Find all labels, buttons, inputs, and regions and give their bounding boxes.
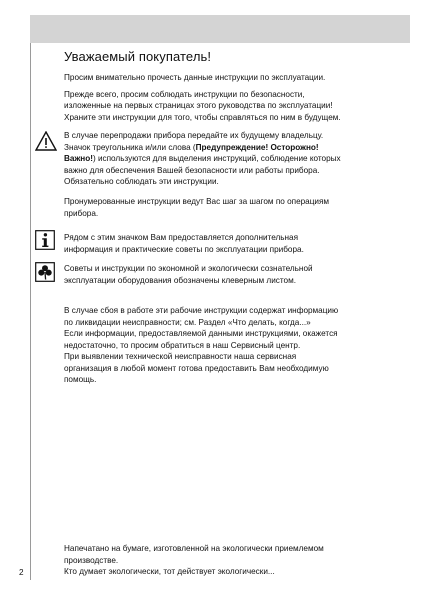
header-band [30, 15, 410, 43]
footer-line: Кто думает экологически, тот действует экологически... [64, 567, 275, 576]
footer-line: Напечатано на бумаге, изготовленной на экологически приемлемом [64, 544, 324, 553]
warning-text: ) используются для выделения инструкций, соблюдение которых [92, 154, 341, 163]
footer-note [64, 543, 384, 578]
page-number: 2 [19, 568, 24, 577]
service-line: организация в любой момент готова предоставить Вам необходимую [64, 363, 329, 373]
footer-line: производстве. [64, 555, 119, 565]
service-paragraph [64, 305, 384, 386]
warning-triangle-icon [35, 131, 57, 151]
margin-rule [30, 43, 31, 580]
service-line: помощь. [64, 375, 97, 384]
intro-line: Просим внимательно прочесть данные инструкции по эксплуатации. [64, 73, 326, 82]
info-line: Рядом с этим значком Вам предоставляется дополнительная [64, 233, 299, 242]
warning-line: В случае перепродажи прибора передайте их будущему владельцу. [64, 131, 324, 140]
info-icon [35, 230, 55, 250]
eco-line: Советы и инструкции по экономной и экологически сознательной [64, 264, 313, 273]
warning-line: Обязательно соблюдать эти инструкции. [64, 177, 219, 186]
numbered-line: прибора. [64, 208, 99, 218]
warning-line [64, 142, 384, 154]
info-line: информация и практические советы по эксплуатации прибора. [64, 244, 304, 254]
numbered-paragraph [64, 196, 384, 219]
intro-line: изложенные на первых страницах этого руководства по эксплуатации! [64, 101, 333, 110]
page-title: Уважаемый покупатель! [64, 49, 212, 64]
service-line: Если информации, предоставляемой данными инструкциями, окажется [64, 329, 338, 338]
eco-paragraph [64, 263, 384, 286]
service-line: При выявлении технической неисправности наша сервисная [64, 352, 297, 361]
warning-line: важно для обеспечения Вашей безопасности или работы прибора. [64, 165, 320, 175]
intro-line: Храните эти инструкции для того, чтобы справляться по ним в будущем. [64, 112, 341, 122]
service-line: по ликвидации неисправности; см. Раздел «Что делать, когда...» [64, 317, 311, 327]
eco-line: эксплуатации оборудования обозначены клеверным листом. [64, 275, 296, 285]
warning-line [64, 153, 384, 165]
info-paragraph [64, 232, 384, 255]
intro-paragraph [64, 72, 384, 123]
warning-text: Значок треугольника и/или слова ( [64, 142, 196, 152]
numbered-line: Пронумерованные инструкции ведут Вас шаг за шагом по операциям [64, 197, 330, 206]
warning-keywords: Предупреждение! Осторожно! [195, 142, 319, 152]
service-line: недостаточно, то просим обратиться в наш Сервисный центр. [64, 340, 301, 350]
clover-leaf-icon [35, 262, 55, 282]
warning-keyword-important: Важно! [64, 154, 93, 163]
warning-paragraph [64, 130, 384, 188]
service-line: В случае сбоя в работе эти рабочие инструкции содержат информацию [64, 306, 339, 315]
intro-line: Прежде всего, просим соблюдать инструкции по безопасности, [64, 89, 305, 99]
